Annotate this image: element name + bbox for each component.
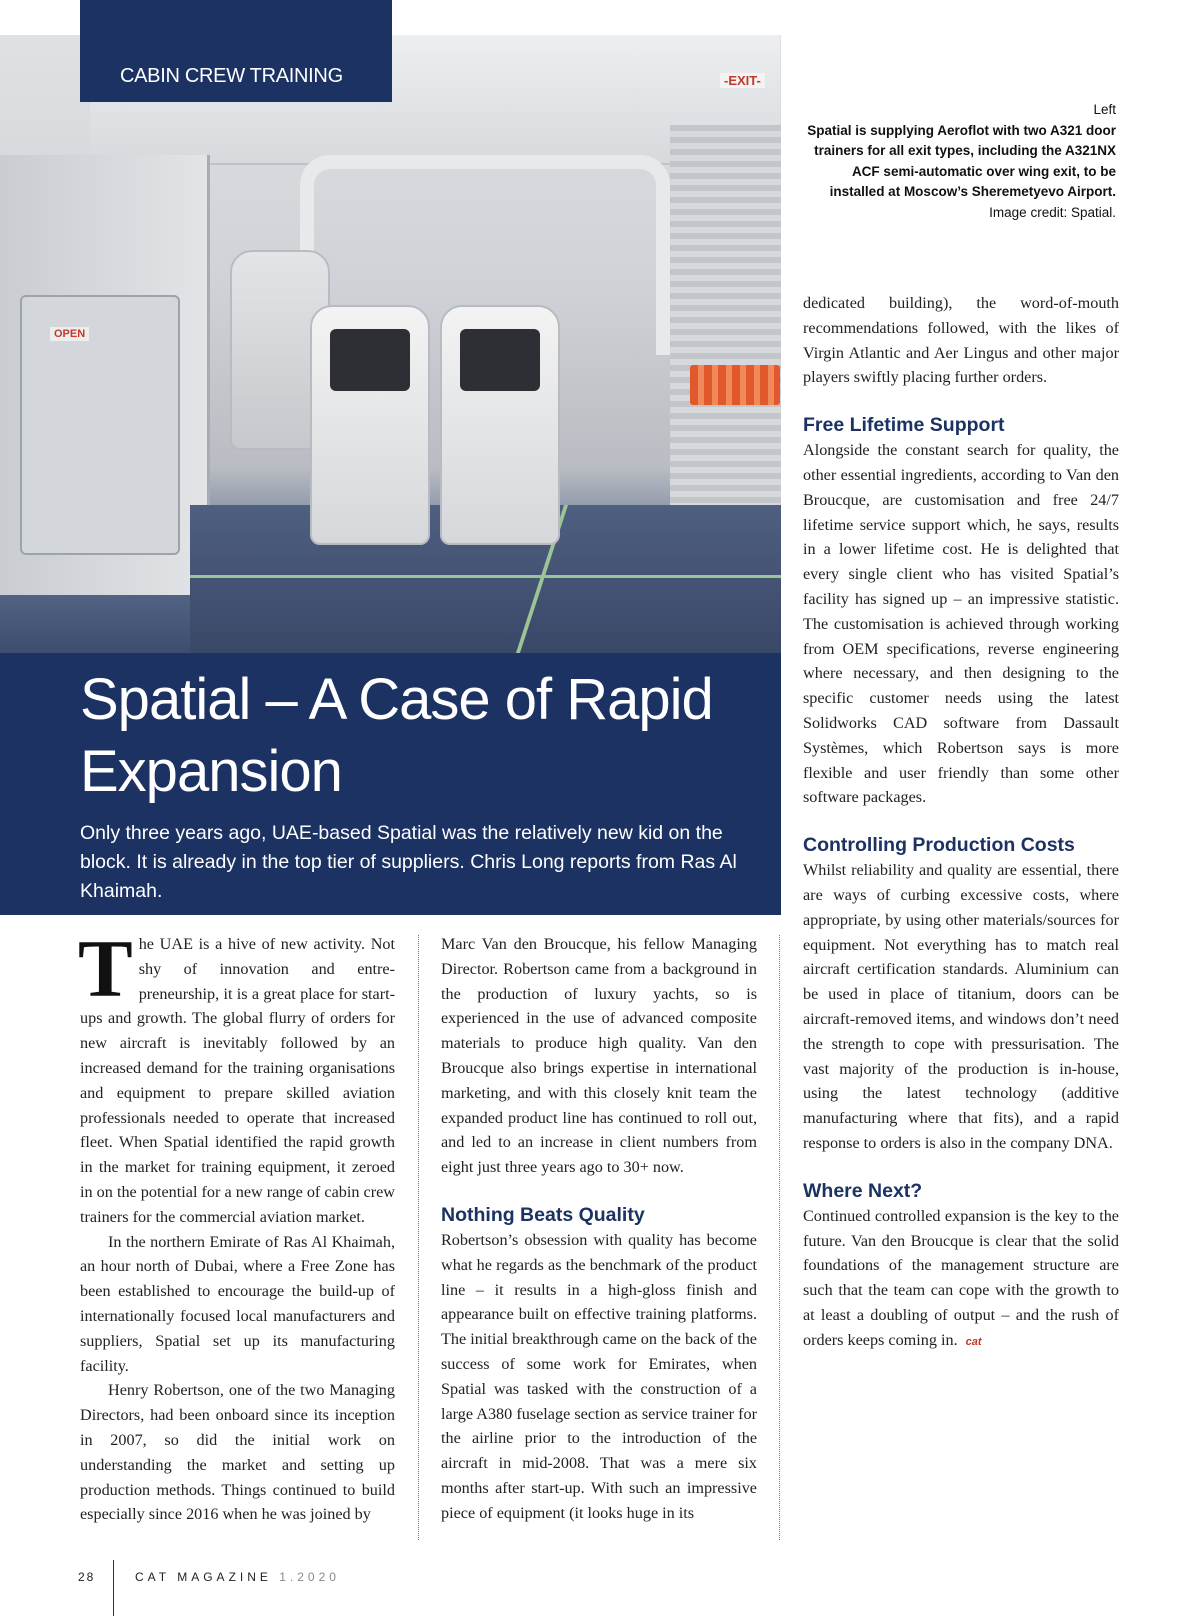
footer-divider bbox=[113, 1560, 114, 1616]
body-paragraph bbox=[80, 1378, 395, 1527]
photo-caption bbox=[800, 100, 1116, 223]
body-paragraph: Robertson’s obsession with quality has become what he regards as the benchmark of the product line – it results in a high-gloss finish and appearance built on effective training platforms. The initial breakthrough came on the back of the success of some work for Emirates, when Spatial was tasked with the construction of a large A380 fuselage section as service trainer for the airline prior to the introduction of the aircraft in mid-2008. That was a mere six months after start-up. With such an impressive piece of equipment (it looks huge in its bbox=[441, 1230, 757, 1522]
subheading: Nothing Beats Quality bbox=[441, 1203, 645, 1226]
article-column-3 bbox=[803, 291, 1119, 1354]
subheading: Free Lifetime Support bbox=[803, 414, 1005, 437]
body-paragraph: In the northern Emirate of Ras Al Khaimah, an hour north of Dubai, where a Free Zone has been established to encourage the build-up of internationally focused local manufacturers and suppliers, Spatial set up its manufacturing facility. bbox=[80, 1232, 395, 1375]
paragraph-text: Henry Robertson, one of the two Managing Directors, had been onboard since its inception in 2007, so did the initial work on understanding the market and setting up production methods. Things continued to build especially since 2016 when he was joined by bbox=[80, 1381, 395, 1524]
subheading: Controlling Production Costs bbox=[803, 834, 1075, 857]
issue-number: 1.2020 bbox=[279, 1570, 340, 1584]
body-paragraph: Alongside the constant search for quality, the other essential ingredients, according to Van den Broucque, are customisation and free 24/7 lifetime service support which, he says, results in a lower lifetime cost. He is delighted that every single client who has visited Spatial’s facility has signed up – an impressive statistic. The customisation is achieved through working from OEM specifications, reverse engineering where necessary, and then designing to the specific customer needs using the latest Solidworks CAD software from Dassault Systèmes, which Robertson says is more flexible and user friendly than some other software packages. bbox=[803, 441, 1119, 807]
magazine-name: CAT MAGAZINE bbox=[135, 1570, 272, 1584]
article-column-1 bbox=[78, 923, 395, 1527]
standfirst bbox=[80, 819, 760, 906]
column-divider bbox=[779, 935, 780, 1540]
photo-aircraft-door bbox=[20, 295, 180, 555]
cabin-trainer-photo bbox=[0, 35, 781, 653]
standfirst-text: Only three years ago, UAE-based Spatial was the relatively new kid on the block. It is already in the top tier of suppliers. bbox=[80, 822, 723, 873]
column-divider bbox=[418, 935, 419, 1540]
page-number: 28 bbox=[78, 1570, 96, 1584]
photo-back-room bbox=[670, 125, 781, 545]
caption-label: Left bbox=[1093, 102, 1116, 117]
photo-seat bbox=[310, 305, 430, 545]
paragraph-text: he UAE is a hive of new activity. Not shy of innovation and entrepreneurship, it is a great place for start-ups and growth. The global flurry of orders for new aircraft is inevitably followed by an increased demand for the training organisations and equipment to prepare skilled aviation professionals needed to operate that increased fleet. When Spatial identified the rapid growth in the market for training equipment, it zeroed in on the potential for a new range of cabin crew trainers for the commercial aviation market. bbox=[80, 935, 395, 1226]
photo-seat-screen bbox=[460, 329, 540, 391]
body-paragraph bbox=[78, 923, 395, 1230]
caption-body: Spatial is supplying Aeroflot with two A321 door trainers for all exit types, including the A321NX ACF semi-automatic over wing exit, to be installed at Moscow’s Sheremetyevo Airport. bbox=[807, 122, 1116, 199]
end-mark-logo: cat bbox=[965, 1335, 982, 1348]
photo-exit-sign: -EXIT- bbox=[720, 73, 765, 88]
article-title: Spatial – A Case of Rapid Expansion bbox=[80, 667, 713, 804]
photo-seat bbox=[440, 305, 560, 545]
body-paragraph-continued: Marc Van den Broucque, his fellow Managing Director. Robertson came from a background in the production of luxury yachts, so is experienced in the use of advanced composite materials to produce high quality. Van den Broucque also brings expertise in international marketing, and with this closely knit team the expanded product line has continued to roll out, and led to an increase in client numbers from eight just three years ago to 30+ now. bbox=[441, 935, 757, 1177]
photo-seat-screen bbox=[330, 329, 410, 391]
magazine-footer bbox=[135, 1570, 340, 1584]
photo-slide-equipment bbox=[690, 365, 780, 405]
body-paragraph-continued: dedicated building), the word-of-mouth recommendations followed, with the likes of Virgin Atlantic and Aer Lingus and other major players swiftly placing further orders. bbox=[803, 294, 1119, 387]
article-column-2 bbox=[441, 932, 757, 1526]
drop-cap: T bbox=[78, 923, 133, 1014]
caption-credit: Image credit: Spatial. bbox=[989, 204, 1116, 220]
author-name: Chris Long bbox=[470, 851, 565, 873]
photo-open-sign: OPEN bbox=[50, 327, 89, 341]
standfirst-text-end: reports from Ras Al Khaimah. bbox=[80, 851, 737, 902]
body-paragraph: Whilst reliability and quality are essential, there are ways of curbing excessive costs, where appropriate, by using other materials/sources for equipment. Not everything has to match real aircraft certification standards. Aluminium can be used in place of titanium, doors can be aircraft-removed items, and windows don’t need the strength to cope with pressurisation. The vast majority of the production is in-house, using the latest technology (additive manufacturing where that fits), and a rapid response to orders is also in the company DNA. bbox=[803, 861, 1119, 1152]
section-tab bbox=[80, 0, 392, 102]
subheading: Where Next? bbox=[803, 1179, 923, 1202]
photo-floor-stripe bbox=[190, 575, 781, 578]
body-paragraph: Continued controlled expansion is the key to the future. Van den Broucque is clear that the solid foundations of the management structure are such that the team can cope with the growth to at least a doubling of output – and the rush of orders keeps coming in. cat bbox=[803, 1206, 1119, 1349]
section-label: CABIN CREW TRAINING bbox=[120, 65, 343, 87]
